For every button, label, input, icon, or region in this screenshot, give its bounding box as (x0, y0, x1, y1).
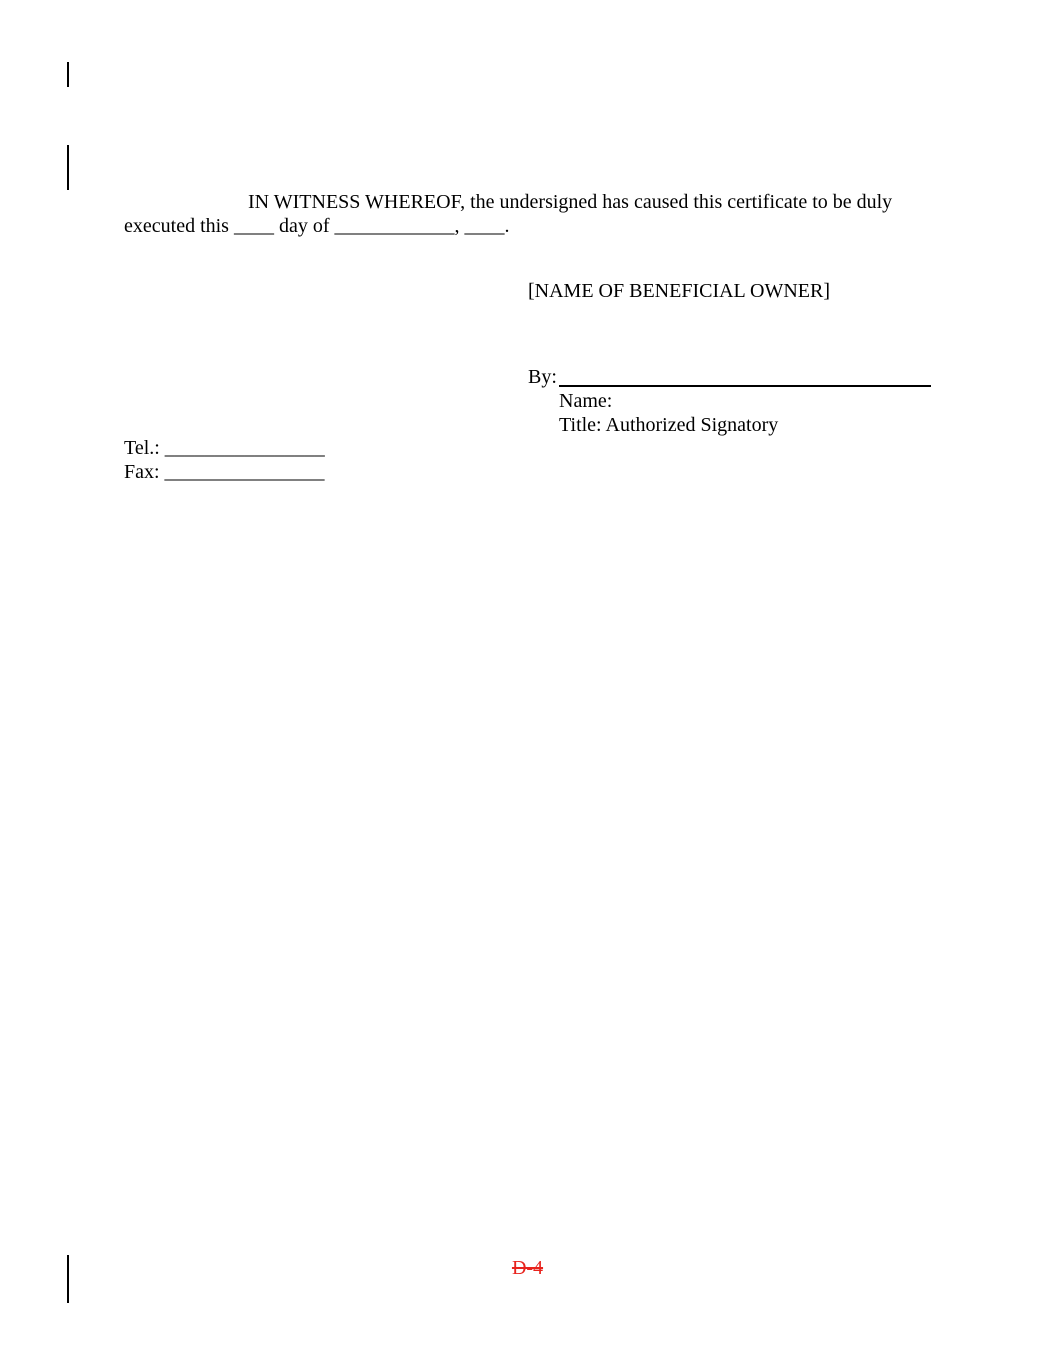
witness-clause-line-1: IN WITNESS WHEREOF, the undersigned has caused this certificate to be duly (248, 191, 893, 213)
revision-bar (67, 145, 69, 190)
fax-field: Fax: ________________ (124, 461, 325, 483)
beneficial-owner-name: [NAME OF BENEFICIAL OWNER] (528, 280, 831, 302)
signature-by-label: By: (528, 366, 557, 388)
signature-line (559, 385, 931, 387)
revision-bar (67, 62, 69, 87)
page-number: D-4 (511, 1257, 544, 1279)
telephone-field: Tel.: ________________ (124, 437, 325, 459)
witness-clause-line-2: executed this ____ day of ____________, ____. (124, 215, 510, 237)
signature-title-label: Title: Authorized Signatory (559, 414, 779, 436)
signature-name-label: Name: (559, 390, 613, 412)
